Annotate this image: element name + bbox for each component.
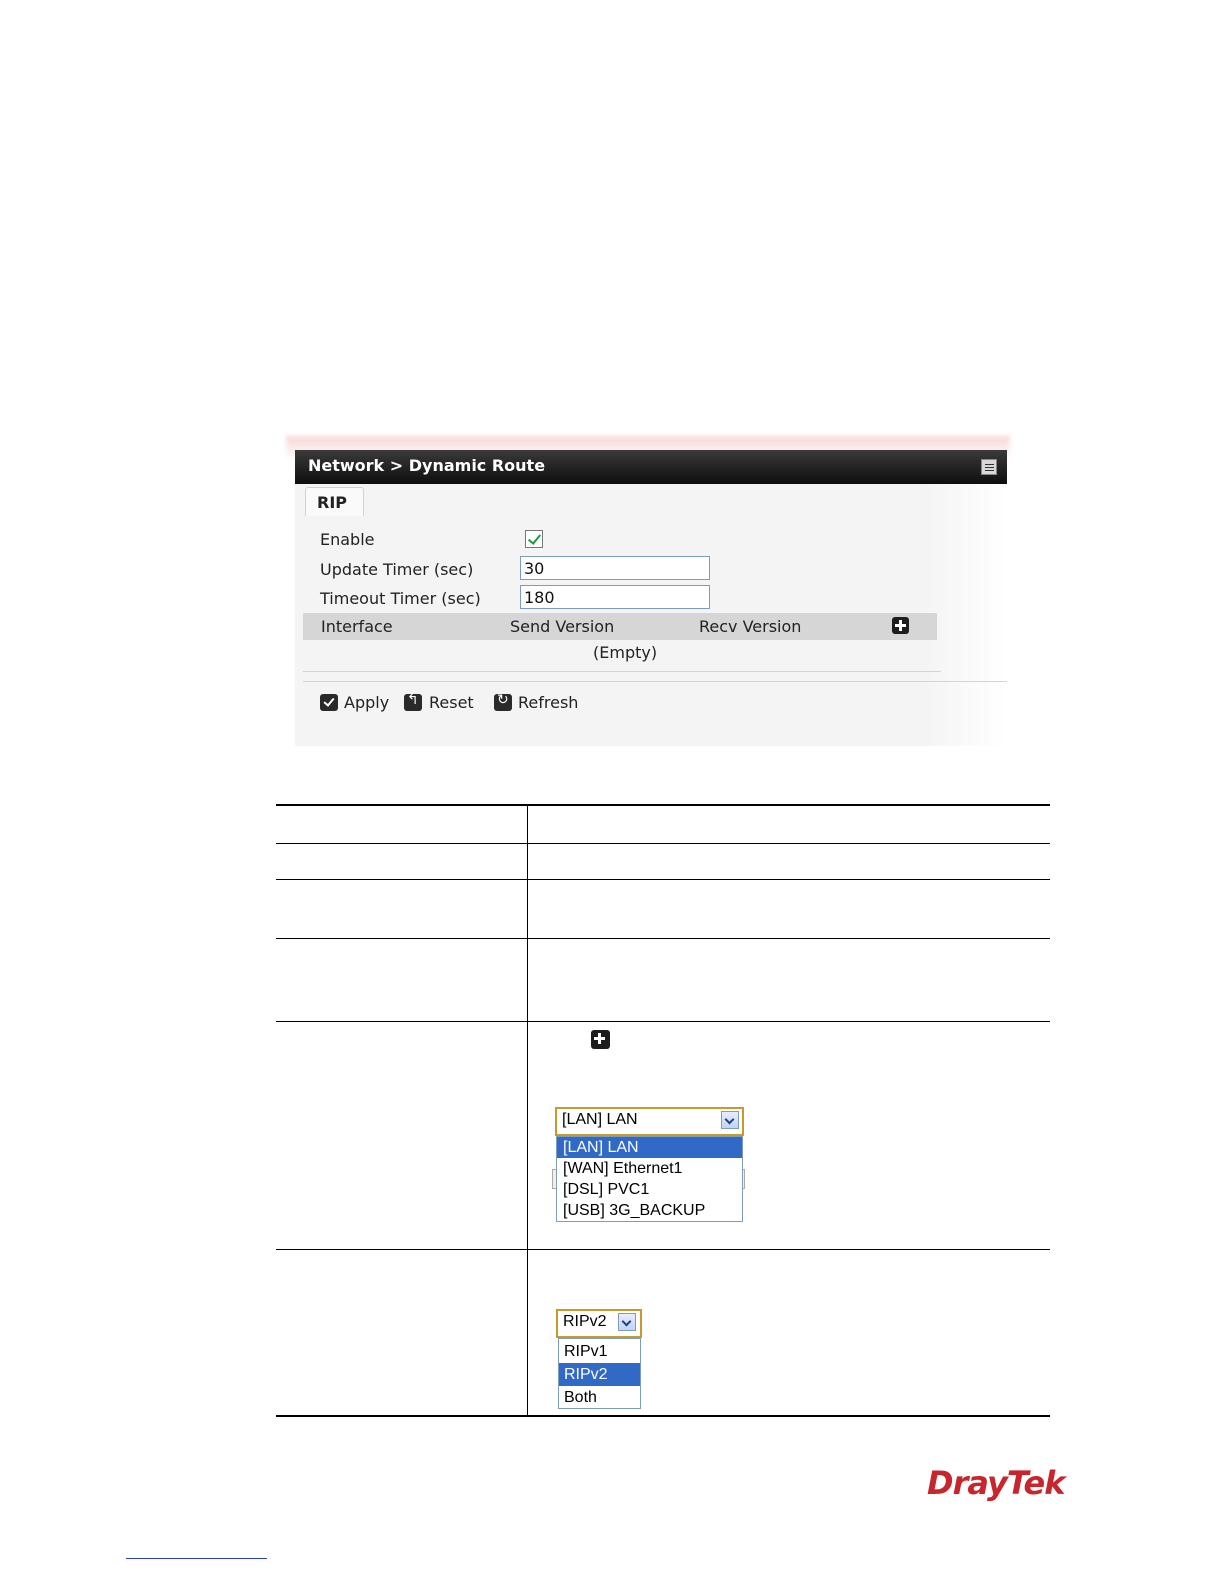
- grid-header: [303, 613, 937, 640]
- interface-select[interactable]: [555, 1107, 744, 1136]
- interface-option[interactable]: [USB] 3G_BACKUP: [563, 1202, 706, 1219]
- update-timer-input[interactable]: [520, 556, 710, 580]
- reset-icon: [404, 694, 422, 711]
- button-bar-divider: [303, 681, 1007, 682]
- version-dropdown[interactable]: [556, 1309, 644, 1411]
- interface-selected-value: [LAN] LAN: [562, 1111, 638, 1128]
- draytek-logo: DrayTek: [927, 1464, 1065, 1502]
- window-title: Network > Dynamic Route: [308, 456, 546, 475]
- table-column-divider: [527, 804, 528, 1416]
- reset-button[interactable]: [404, 692, 480, 714]
- version-options-list: [558, 1338, 641, 1409]
- table-row-rule: [276, 938, 1050, 939]
- column-send-version: Send Version: [510, 617, 615, 636]
- grid-empty-text: (Empty): [593, 643, 658, 662]
- refresh-label: Refresh: [518, 693, 579, 712]
- apply-button[interactable]: [320, 692, 390, 714]
- refresh-button[interactable]: [494, 692, 584, 714]
- chevron-down-icon[interactable]: [721, 1111, 739, 1129]
- column-interface: Interface: [321, 617, 393, 636]
- version-option[interactable]: RIPv2: [559, 1363, 640, 1386]
- menu-icon[interactable]: [981, 459, 997, 475]
- interface-option[interactable]: [DSL] PVC1: [563, 1181, 650, 1198]
- apply-label: Apply: [344, 693, 390, 712]
- update-timer-label: Update Timer (sec): [320, 560, 474, 579]
- plus-icon: [591, 1030, 610, 1049]
- footer-link-underline[interactable]: [126, 1558, 267, 1559]
- interface-options-list: [556, 1136, 743, 1222]
- table-top-rule: [276, 804, 1050, 806]
- table-row-rule: [276, 1249, 1050, 1250]
- table-row-rule: [276, 843, 1050, 844]
- column-recv-version: Recv Version: [699, 617, 802, 636]
- reset-label: Reset: [429, 693, 474, 712]
- version-option[interactable]: RIPv1: [564, 1343, 608, 1360]
- grid-bottom-divider: [303, 671, 941, 672]
- tab-label: RIP: [317, 493, 347, 512]
- interface-dropdown[interactable]: [555, 1107, 745, 1225]
- timeout-timer-input[interactable]: [520, 585, 710, 609]
- check-icon: [320, 694, 338, 711]
- plus-icon[interactable]: [892, 617, 909, 634]
- interface-option[interactable]: [LAN] LAN: [557, 1137, 742, 1158]
- enable-label: Enable: [320, 530, 375, 549]
- interface-option[interactable]: [WAN] Ethernet1: [563, 1160, 683, 1177]
- table-bottom-rule: [276, 1415, 1050, 1417]
- refresh-icon: [494, 694, 512, 711]
- version-option[interactable]: Both: [564, 1389, 597, 1406]
- table-row-rule: [276, 879, 1050, 880]
- timeout-timer-label: Timeout Timer (sec): [320, 589, 481, 608]
- enable-checkbox[interactable]: [525, 530, 543, 548]
- version-selected-value: RIPv2: [563, 1313, 607, 1330]
- version-select[interactable]: [556, 1309, 642, 1338]
- table-row-rule: [276, 1021, 1050, 1022]
- chevron-down-icon[interactable]: [618, 1313, 636, 1331]
- tab-rip[interactable]: [305, 487, 364, 516]
- title-bar: [295, 450, 1007, 484]
- dynamic-route-window: [295, 450, 1007, 746]
